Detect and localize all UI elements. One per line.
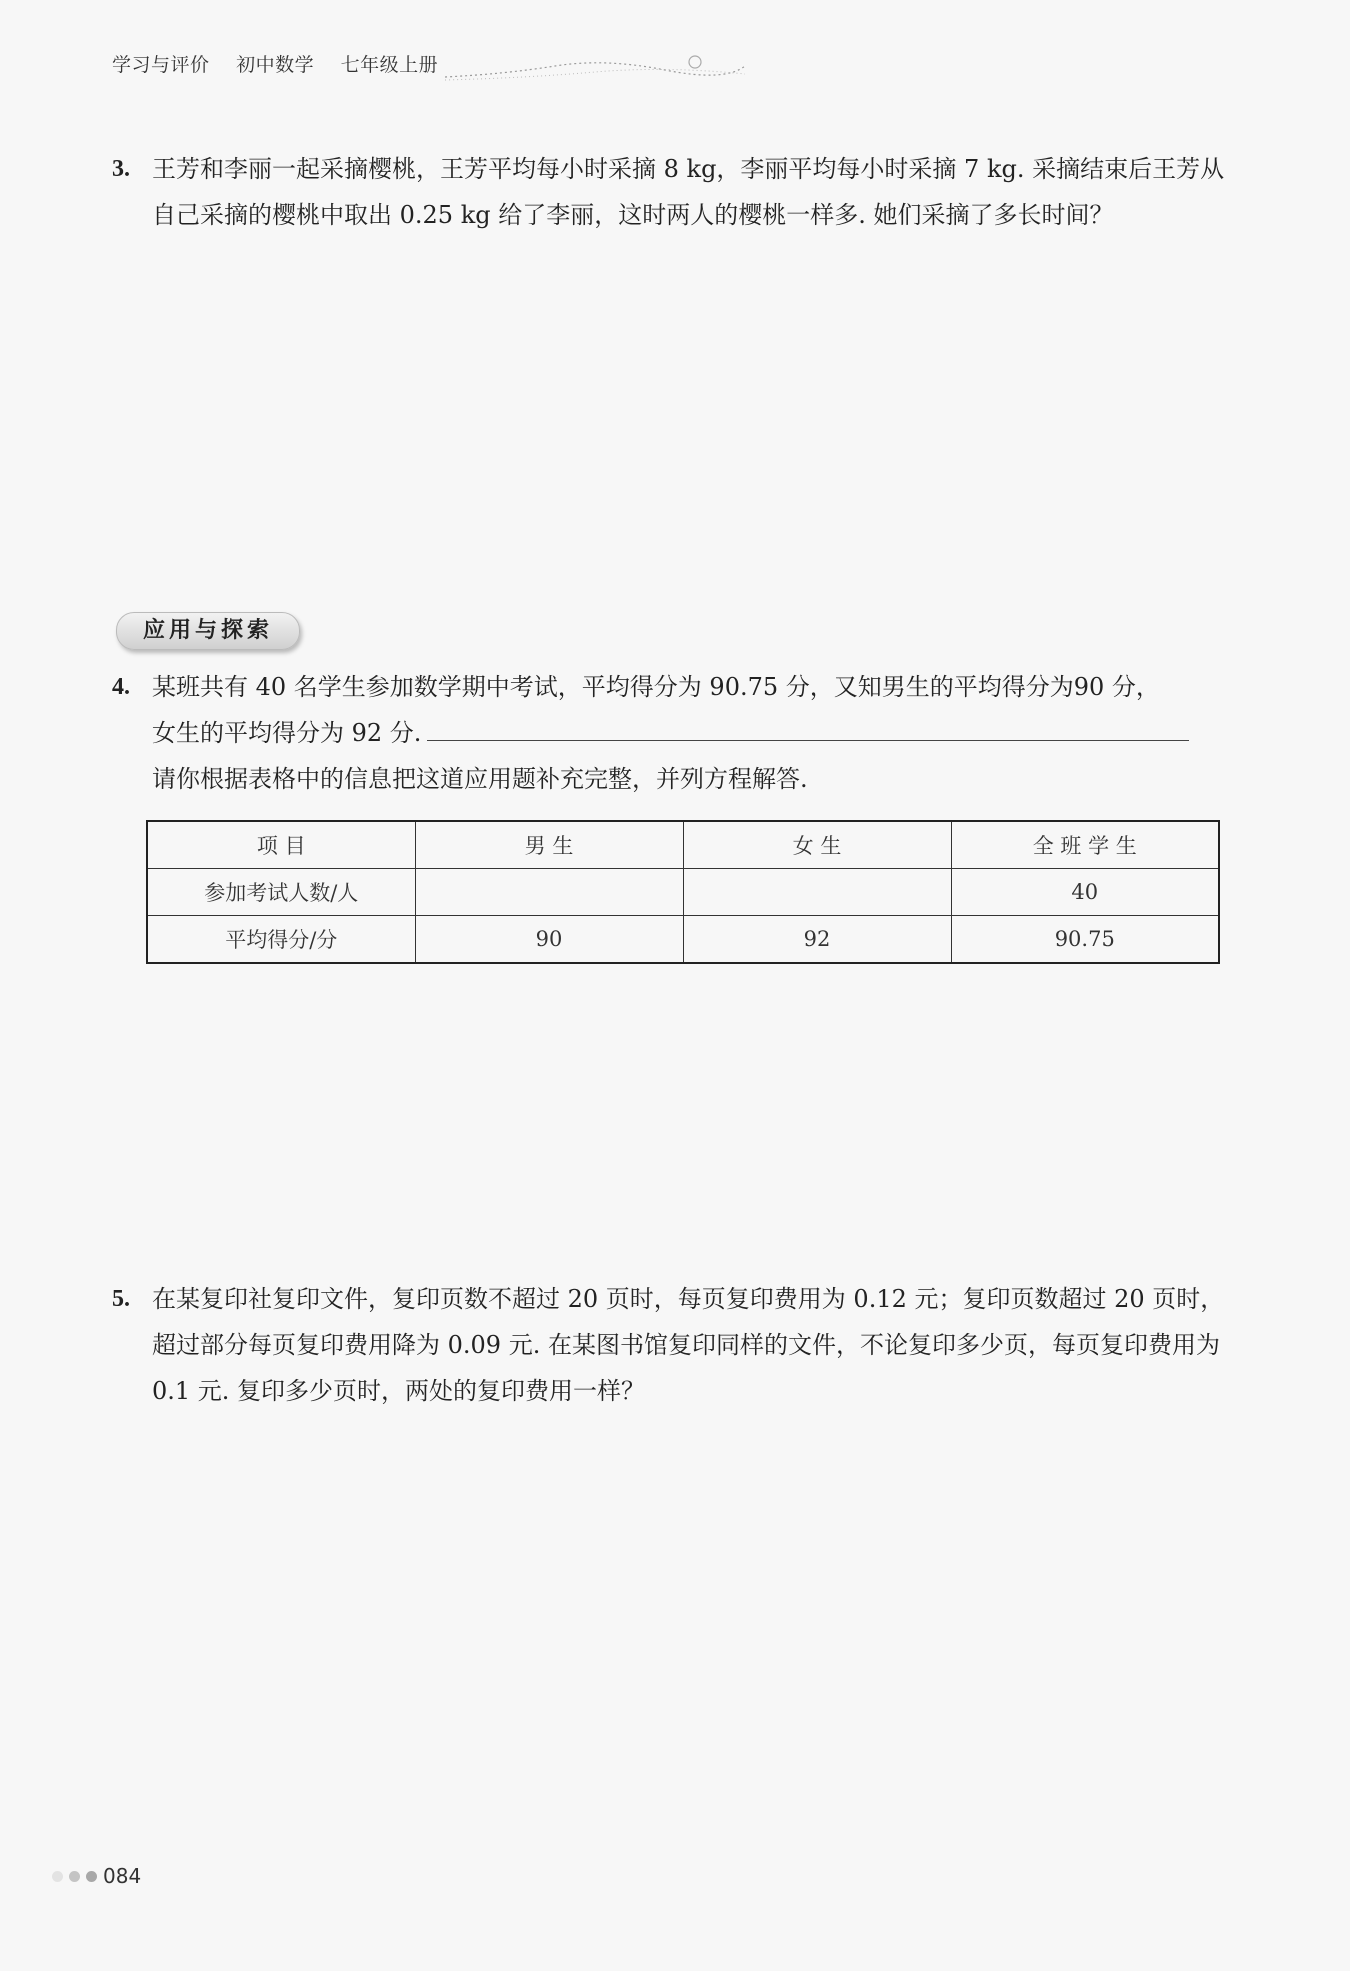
subject-label: 初中数学 bbox=[236, 54, 315, 76]
table-cell: 90.75 bbox=[951, 916, 1219, 964]
page-header bbox=[112, 50, 458, 77]
table-header-row bbox=[147, 821, 1219, 869]
problem-text: 王芳和李丽一起采摘樱桃，王芳平均每小时采摘 8 kg，李丽平均每小时采摘 7 kg. 采摘结束后王芳从自己采摘的樱桃中取出 0.25 kg 给了李丽，这时两人的樱桃一样多. 她们采摘了多长时间？ bbox=[152, 155, 1225, 229]
table-cell: 90 bbox=[415, 916, 683, 964]
problem-text-line1: 某班共有 40 名学生参加数学期中考试，平均得分为 90.75 分，又知男生的平均得分为90 分， bbox=[152, 673, 1160, 701]
page-number: 084 bbox=[103, 1864, 142, 1888]
table-header-cell: 全 班 学 生 bbox=[951, 821, 1219, 869]
table-header-cell: 项 目 bbox=[147, 821, 415, 869]
problem-number: 4. bbox=[112, 674, 130, 700]
problem-5 bbox=[112, 1276, 1237, 1414]
score-table bbox=[146, 820, 1220, 964]
problem-number: 5. bbox=[112, 1286, 130, 1312]
dot-icon bbox=[86, 1871, 97, 1882]
problem-3 bbox=[112, 146, 1237, 238]
problem-number: 3. bbox=[112, 156, 130, 182]
table-cell bbox=[415, 869, 683, 916]
dot-icon bbox=[69, 1871, 80, 1882]
table-cell: 40 bbox=[951, 869, 1219, 916]
table-header-cell: 男 生 bbox=[415, 821, 683, 869]
page-footer bbox=[52, 1864, 141, 1888]
book-title: 学习与评价 bbox=[112, 54, 210, 76]
table-cell: 平均得分/分 bbox=[147, 916, 415, 964]
table-row bbox=[147, 869, 1219, 916]
problem-4 bbox=[112, 664, 1237, 802]
table-cell: 92 bbox=[683, 916, 951, 964]
problem-text: 在某复印社复印文件，复印页数不超过 20 页时，每页复印费用为 0.12 元；复印页数超过 20 页时，超过部分每页复印费用降为 0.09 元. 在某图书馆复印同样的文件，不论复印多少页，每页复印费用为 0.1 元. 复印多少页时，两处的复印费用一样？ bbox=[152, 1285, 1225, 1405]
answer-blank[interactable] bbox=[427, 710, 1189, 741]
grade-label: 七年级上册 bbox=[340, 54, 439, 76]
table-cell: 参加考试人数/人 bbox=[147, 869, 415, 916]
dot-icon bbox=[52, 1871, 63, 1882]
header-decoration-icon bbox=[445, 52, 745, 82]
problem-text-line2: 女生的平均得分为 92 分. bbox=[152, 719, 422, 747]
table-cell bbox=[683, 869, 951, 916]
table-header-cell: 女 生 bbox=[683, 821, 951, 869]
section-title: 应用与探索 bbox=[116, 612, 300, 650]
table-row bbox=[147, 916, 1219, 964]
problem-text-line3: 请你根据表格中的信息把这道应用题补充完整，并列方程解答. bbox=[152, 765, 808, 793]
